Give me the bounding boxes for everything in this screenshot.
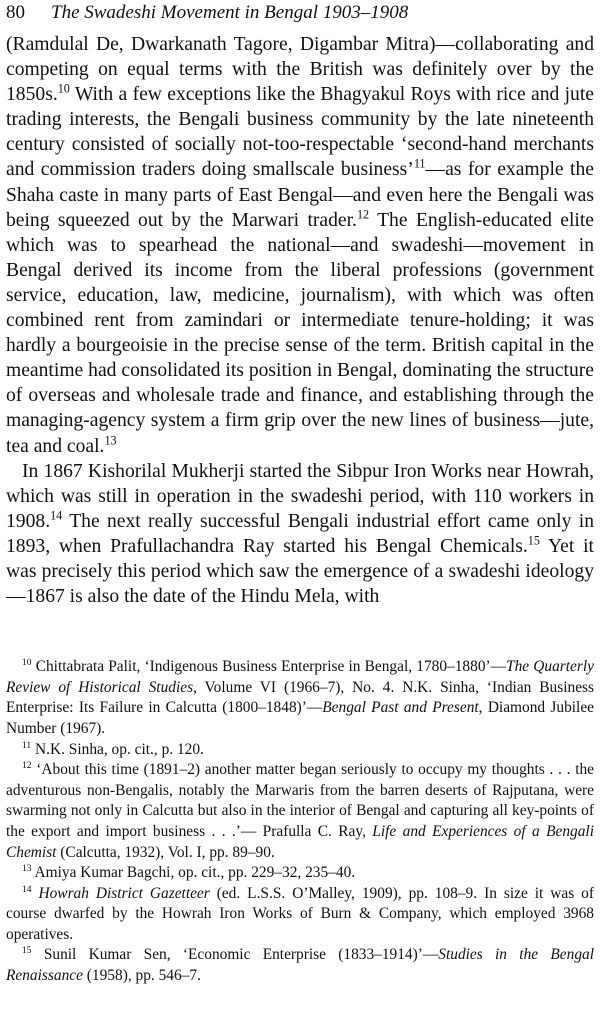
footnote-12 — [6, 760, 594, 863]
text-span: , Volume VI (1966–7), No. 4. N.K. Sinha, ‘Indian Business Enterprise: Its Failure in Calcutta (1800–1848)’— — [6, 678, 594, 717]
text-span: (Ramdulal De, Dwarkanath Tagore, Digambar Mitra)—collaborating and competing on equal terms with the British was definitely over by the 1850s. — [6, 34, 594, 106]
italic-title: Life and Experiences of a Bengali Chemist — [6, 822, 594, 861]
footnote-number: 10 — [22, 657, 32, 669]
text-span: (ed. L.S.S. O’Malley, 1909), pp. 108–9. In size it was of course dwarfed by the Howrah Iron Works of Burn & Company, which employed 3968 operatives. — [6, 884, 594, 943]
footnote-ref-13[interactable]: 13 — [104, 432, 117, 447]
text-span: The next really successful Bengali industrial effort came only in 1893, when Prafullachandra Ray started his Bengal Chemicals. — [6, 510, 594, 557]
footnote-15 — [6, 945, 594, 986]
text-span: N.K. Sinha, op. cit., p. 120. — [31, 740, 204, 758]
footnote-ref-10[interactable]: 10 — [57, 81, 70, 96]
footnote-13 — [6, 863, 594, 884]
running-header — [6, 0, 594, 28]
footnote-14 — [6, 884, 594, 946]
footnote-ref-12[interactable]: 12 — [356, 207, 370, 222]
text-span: —as for example the Shaha caste in many parts of East Bengal—and even here the Bengali was being squeezed out by the Marwari trader. — [6, 159, 594, 231]
footnote-number: 14 — [22, 883, 32, 895]
text-span: In 1867 Kishorilal Mukherji started the Sibpur Iron Works near Howrah, which was still in operation in the swadeshi period, with 110 workers in 1908. — [6, 460, 594, 532]
text-span: (1958), pp. 546–7. — [82, 967, 201, 985]
footnote-ref-14[interactable]: 14 — [50, 508, 63, 523]
text-span: Sunil Kumar Sen, ‘Economic Enterprise (1833–1914)’— — [31, 946, 439, 964]
text-span: (Calcutta, 1932), Vol. I, pp. 89–90. — [56, 843, 275, 861]
italic-title: Studies in the Bengal Renaissance — [6, 946, 594, 985]
text-span: , Diamond Jubilee Number (1967). — [6, 699, 594, 737]
footnote-number: 12 — [22, 760, 32, 771]
italic-title: Bengal Past and Present — [322, 699, 479, 717]
text-span: Chittabrata Palit, ‘Indigenous Business Enterprise in Bengal, 1780–1880’— — [31, 658, 507, 676]
italic-title: Howrah District Gazetteer — [31, 884, 210, 902]
running-title: The Swadeshi Movement in Bengal 1903–1908 — [51, 2, 409, 23]
footnote-number: 15 — [22, 945, 32, 957]
footnote-ref-15[interactable]: 15 — [527, 533, 540, 548]
paragraph-2 — [6, 459, 594, 610]
footnote-number: 11 — [22, 739, 32, 751]
footnote-number: 13 — [22, 862, 32, 874]
text-span: With a few exceptions like the Bhagyakul Roys with rice and jute trading interests, the Bengali business community by the late nineteenth century consisted of socially not-too-respectable ‘second-hand merchants and commission traders doing smallscale business’ — [6, 84, 594, 181]
text-span: The English-educated elite which was to spearhead the national—and swadeshi—movement in Bengal derived its income from the liberal professions (government service, education, law, medicine, journalism), with which was often combined rent from zamindari or intermediate tenure-holding; it was hardly a bourgeoisie in the precise sense of the term. British capital in the meantime had consolidated its position in Bengal, dominating the structure of overseas and wholesale trade and finance, and establishing through the managing-agency system a firm grip over the new lines of business—jute, tea and coal. — [6, 209, 594, 457]
page-number: 80 — [6, 2, 25, 23]
text-span: ‘About this time (1891–2) another matter began seriously to occupy my thoughts . . . the adventurous non-Bengalis, notably the Marwaris from the barren deserts of Rajputana, were swarming not only in Calcutta but also in the interior of Bengal and capturing all key-points of the export and import business . . .’— Prafulla C. Ray, — [6, 761, 594, 840]
footnote-ref-11[interactable]: 11 — [413, 156, 426, 171]
footnote-10 — [6, 657, 594, 739]
paragraph-1 — [6, 32, 594, 459]
footnote-11 — [6, 740, 594, 761]
text-span: Amiya Kumar Bagchi, op. cit., pp. 229–32, 235–40. — [31, 864, 356, 882]
main-text — [6, 32, 594, 609]
italic-title: The Quarterly Review of Historical Studies — [6, 658, 594, 696]
footnotes — [6, 657, 594, 987]
text-span: Yet it was precisely this period which saw the emergence of a swadeshi ideology—1867 is also the date of the Hindu Mela, with — [6, 535, 594, 608]
